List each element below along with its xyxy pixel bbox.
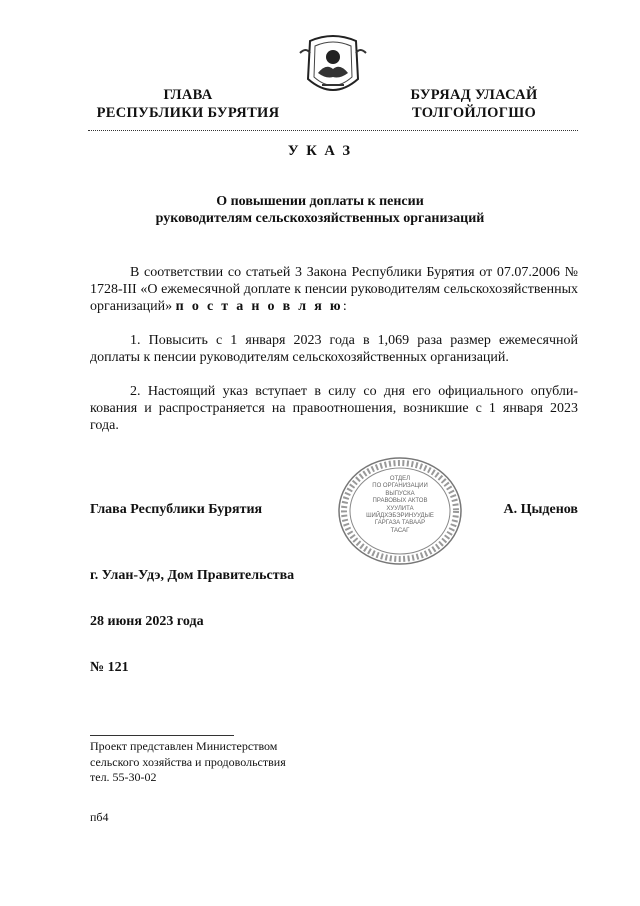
header-left (82, 86, 294, 122)
place: г. Улан-Удэ, Дом Правительства (90, 568, 295, 583)
coat-of-arms-emblem (296, 33, 370, 101)
footnote (90, 739, 286, 786)
header-right-line2: ТОЛГОЙЛОГШО (411, 105, 537, 121)
footnote-line2: сельского хозяйства и продовольствия (90, 754, 286, 769)
decree-number: № 121 (90, 660, 129, 675)
official-stamp (337, 456, 463, 566)
list-item (90, 332, 578, 366)
decree-colon: : (342, 299, 347, 314)
stamp-line6: ШИЙДХЭБЭРИНУУДЫЕ (366, 513, 434, 520)
title-line2: руководителям сельскохозяйственных организаций (155, 211, 485, 226)
signatory-position: Глава Республики Бурятия (90, 502, 263, 517)
stamp-line4: ПРАВОВЫХ АКТОВ (372, 498, 428, 505)
item-2-text: 2. Настоящий указ вступает в силу со дня его официального опубликования и распространяется на правоотношения, возникшие с 1 января 2023 года. (90, 384, 578, 433)
stamp-line5: ХУУЛИТА (386, 505, 414, 512)
item-1-text: 1. Повысить с 1 января 2023 года в 1,069 раза размер ежемесячной доплаты к пенсии руководителям сельскохозяйственных организаций. (90, 333, 578, 365)
header-right-line1: БУРЯАД УЛАСАЙ (410, 87, 538, 103)
list-item (90, 383, 578, 434)
stamp-line7: ГАРГАЗА ТАВААР (374, 520, 426, 527)
signatory-name: А. Цыденов (503, 502, 578, 517)
preamble-text: В соответствии со статьей 3 Закона Республики Бурятия от 07.07.2006 № 1728-III «О ежемесячной доплате к пенсии руководителям сельскохозяйственных организаций» (90, 265, 578, 314)
header-left-line2: РЕСПУБЛИКИ БУРЯТИЯ (96, 105, 280, 121)
document-title (60, 193, 580, 227)
date: 28 июня 2023 года (90, 614, 204, 629)
document-type: У К А З (287, 143, 353, 159)
title-line1: О повышении доплаты к пенсии (216, 194, 424, 209)
document-code: пб4 (90, 810, 109, 824)
stamp-line2: ПО ОРГАНИЗАЦИИ (372, 483, 428, 490)
decree-word: п о с т а н о в л я ю (175, 299, 343, 314)
header-left-line1: ГЛАВА (163, 87, 213, 103)
header-right (374, 86, 574, 122)
footnote-line1: Проект представлен Министерством (90, 739, 278, 753)
header-divider (88, 130, 578, 131)
footnote-divider (90, 735, 234, 736)
preamble-paragraph (90, 264, 578, 315)
stamp-line3: ВЫПУСКА (385, 490, 415, 497)
footnote-line3: тел. 55-30-02 (90, 770, 157, 784)
stamp-line8: ТАСАГ (390, 527, 410, 534)
stamp-text (337, 476, 463, 535)
stamp-line1: ОТДЕЛ (389, 476, 411, 482)
